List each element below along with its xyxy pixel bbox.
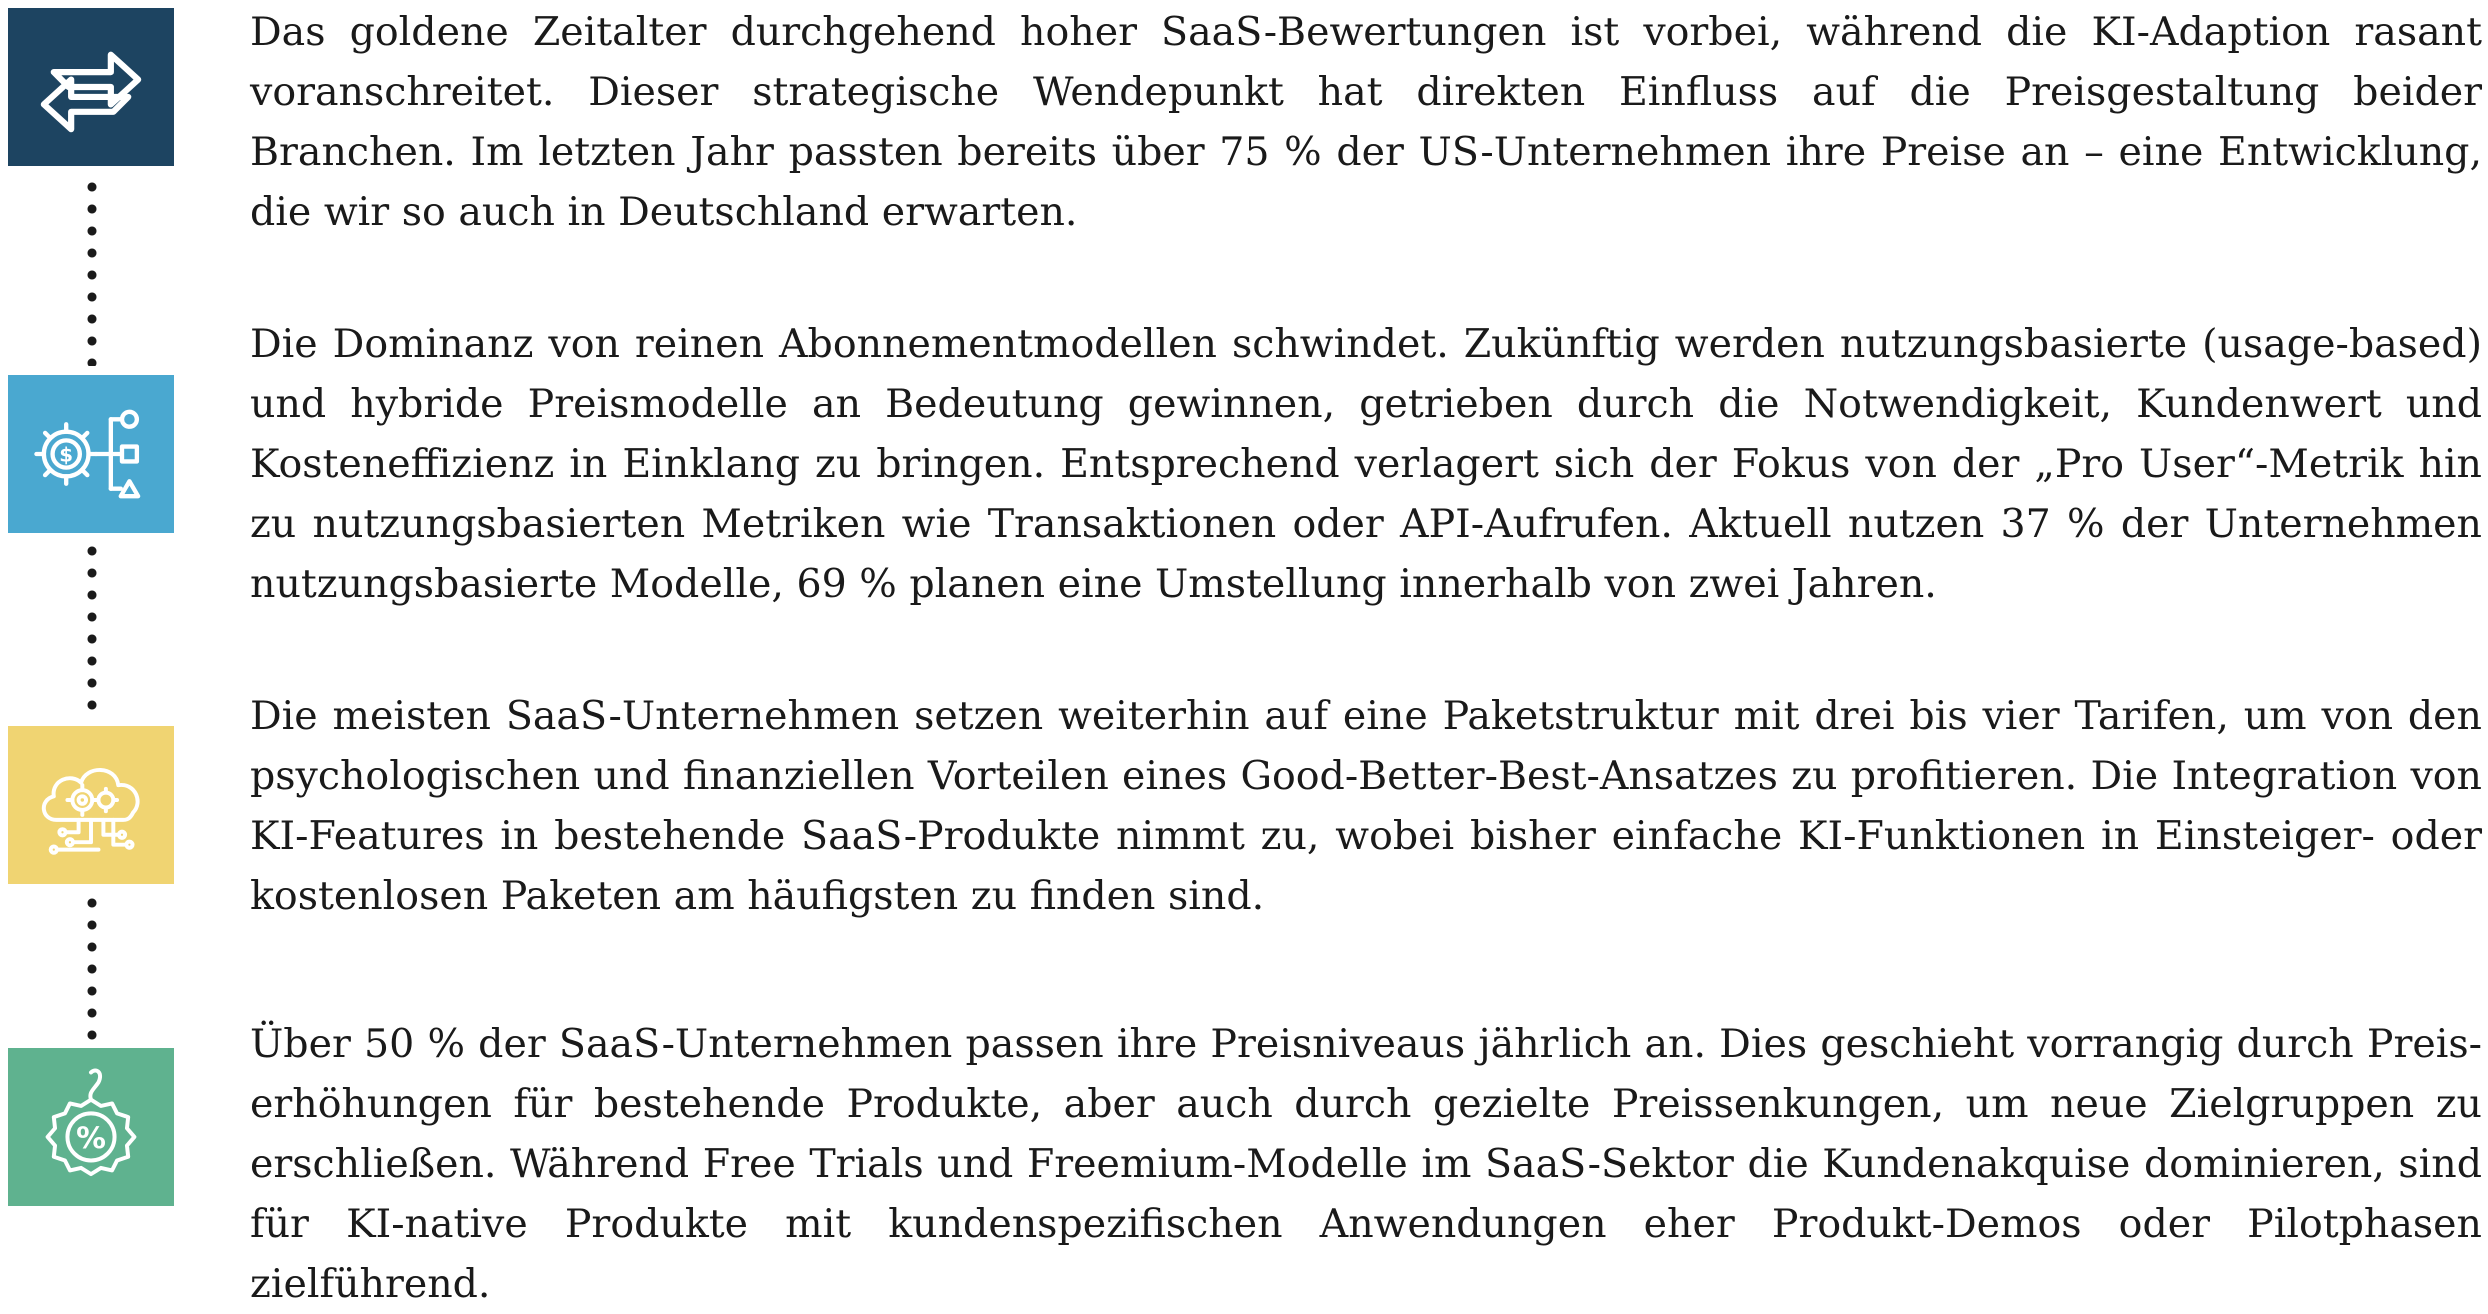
svg-text:$: $ xyxy=(59,443,74,467)
paragraph-usage-based-pricing: Die Dominanz von reinen Abonnementmodellen schwindet. Zukünftig werden nutzungsbasierte (usage-based) und hybride Preismodelle an Bedeutung gewinnen, getrieben durch die Notwendigkeit, Kundenwert und Kosteneffizienz in Einklang zu bringen. Entsprechend verlagert sich der Fokus von der „Pro User“-Metrik hin zu nutzungsbasierten Metriken wie Transaktionen oder API-Aufrufen. Aktuell nutzen 37 % der Unternehmen nutzungsbasierte Modelle, 69 % planen eine Umstellung innerhalb von zwei Jahren. xyxy=(250,321,2482,607)
exchange-arrows-icon xyxy=(29,25,153,149)
percent-discount-tag-icon xyxy=(29,1065,153,1189)
price-adjustment-icon-box xyxy=(8,1048,174,1206)
timeline-connector xyxy=(87,176,97,366)
timeline-connector xyxy=(87,892,97,1042)
exchange-arrows-icon-box xyxy=(8,8,174,166)
timeline-connector xyxy=(87,540,97,718)
paragraph-package-structure: Die meisten SaaS-Unternehmen setzen weiterhin auf eine Paketstruktur mit drei bis vier Tarifen, um von den psychologischen und finanziellen Vorteilen eines Good-Better-Best-Ansatzes zu profitieren. Die Integration von KI-Features in bestehende SaaS-Produkte nimmt zu, wobei bisher einfache KI-Funktionen in Einsteiger- oder kostenlosen Paketen am häufigsten zu finden sind. xyxy=(250,693,2482,919)
paragraph-price-levels: Über 50 % der SaaS-Unternehmen passen ihre Preisniveaus jährlich an. Dies geschieht vorrangig durch Preiserhöhungen für bestehende Produkte, aber auch durch gezielte Preissenkungen, um neue Zielgruppen zu erschließen. Während Free Trials und Freemium-Modelle im SaaS-Sektor die Kundenakquise dominieren, sind für KI-native Produkte mit kundenspezifischen Anwendungen eher Produkt-Demos oder Pilotphasen zielführend. xyxy=(250,1021,2482,1307)
cloud-gears-circuit-icon xyxy=(29,743,153,867)
ai-features-icon-box xyxy=(8,726,174,884)
dollar-gear-hierarchy-icon xyxy=(29,392,153,516)
paragraph-saas-turning-point: Das goldene Zeitalter durchgehend hoher SaaS-Bewertungen ist vorbei, während die KI-Adaption rasant voranschreitet. Dieser strategische Wendepunkt hat direkten Einfluss auf die Preisgestaltung beider Branchen. Im letzten Jahr passten bereits über 75 % der US-Unternehmen ihre Preise an – eine Entwicklung, die wir so auch in Deutschland erwarten. xyxy=(250,9,2482,235)
pricing-model-icon-box xyxy=(8,375,174,533)
svg-text:%: % xyxy=(76,1121,106,1157)
